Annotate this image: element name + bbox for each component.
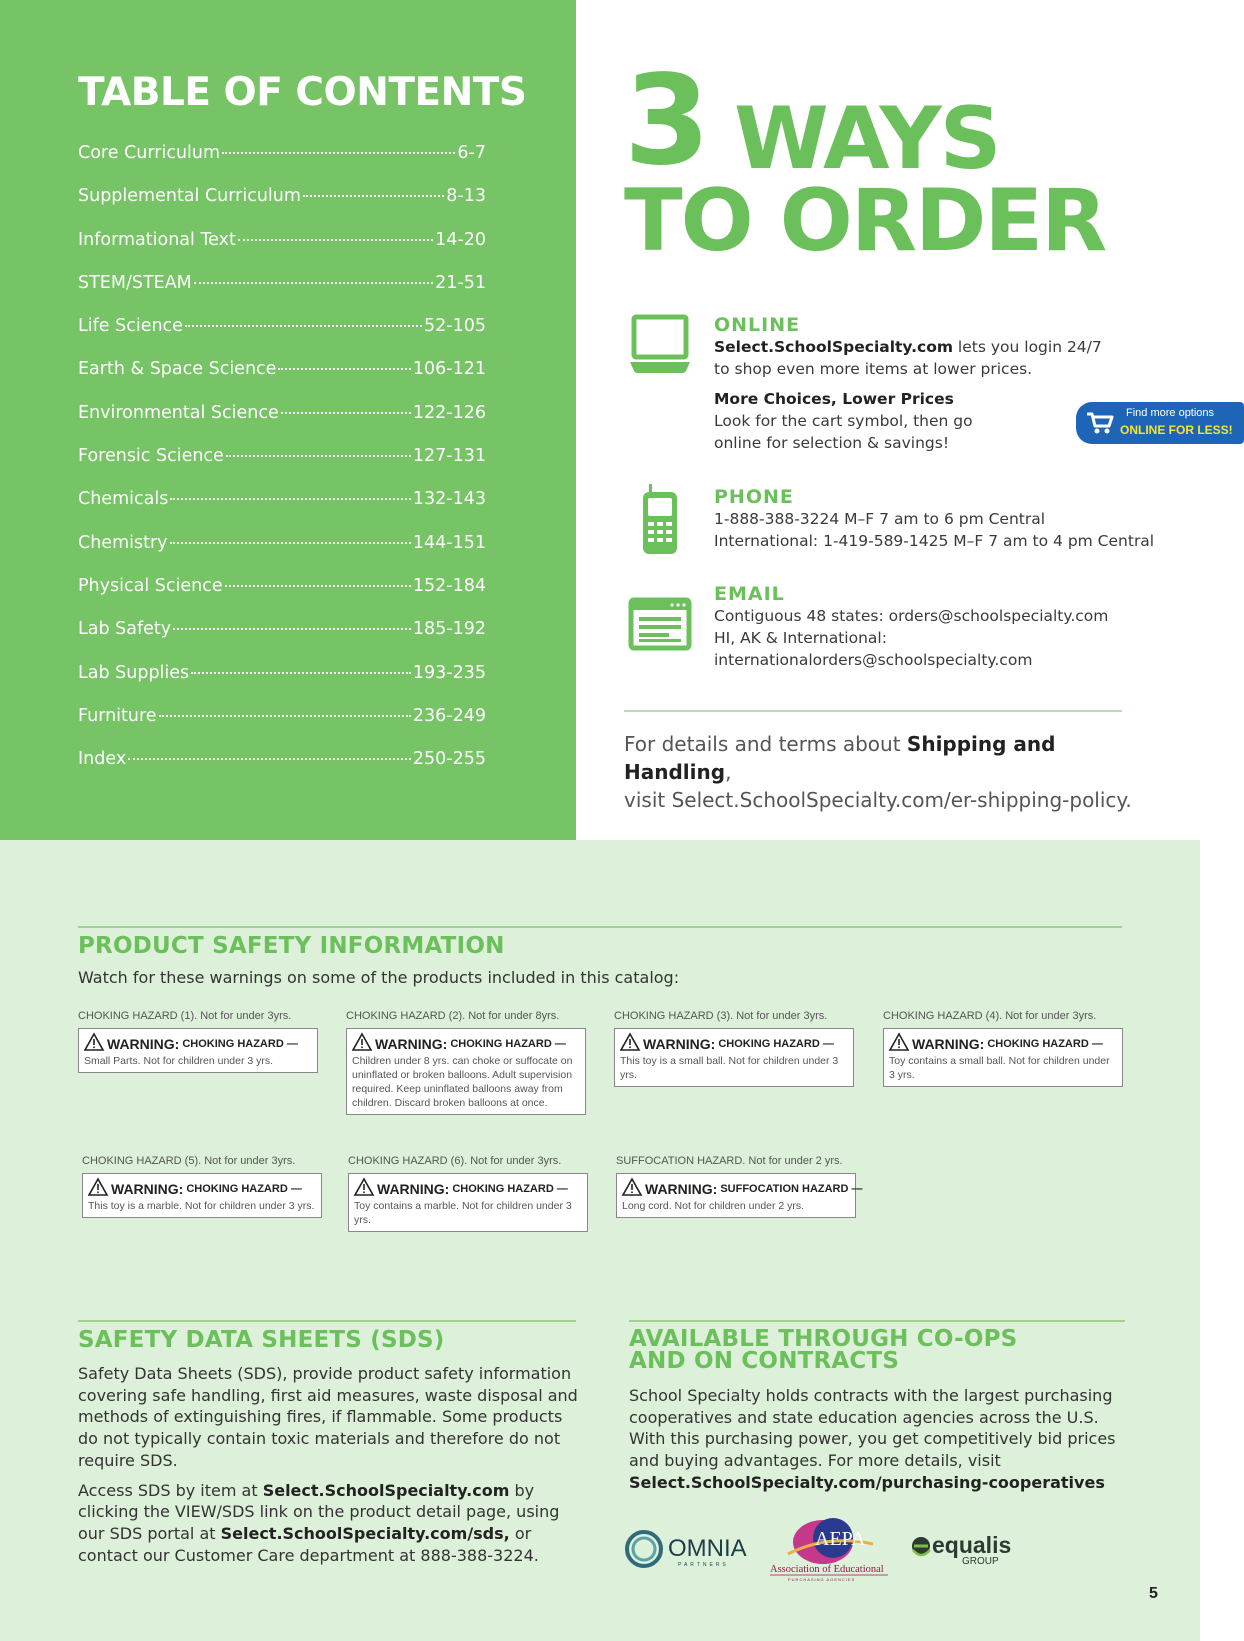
coops-heading bbox=[629, 1328, 1017, 1372]
sds-p2-a: Access SDS by item at bbox=[78, 1480, 263, 1500]
sds-paragraph2 bbox=[78, 1480, 578, 1567]
warning-box bbox=[883, 1028, 1123, 1087]
toc-item[interactable] bbox=[78, 706, 486, 749]
toc-item[interactable] bbox=[78, 143, 486, 186]
toc-item-label: Core Curriculum bbox=[78, 143, 221, 163]
coops-heading-line1: AVAILABLE THROUGH CO-OPS bbox=[629, 1326, 1018, 1352]
warning-box bbox=[614, 1028, 854, 1087]
email-heading: EMAIL bbox=[714, 583, 785, 605]
warning-triangle-icon bbox=[889, 1033, 909, 1054]
toc-item-pages: 14-20 bbox=[435, 229, 486, 250]
warning-box bbox=[616, 1173, 863, 1218]
warning-label bbox=[883, 1010, 1123, 1087]
warning-hazard: CHOKING HAZARD — bbox=[987, 1037, 1103, 1050]
order-online bbox=[624, 314, 1233, 464]
warning-hazard: CHOKING HAZARD — bbox=[186, 1182, 302, 1195]
toc-leader-dots bbox=[226, 455, 411, 457]
warning-text: Children under 8 yrs. can choke or suffocate on uninflated or broken balloons. Adult supervision required. Keep uninflated balloons away from children. Discard broken balloons at once. bbox=[352, 1055, 573, 1109]
toc-item[interactable] bbox=[78, 186, 486, 229]
toc-item[interactable] bbox=[78, 230, 486, 273]
toc-item-label: Informational Text bbox=[78, 229, 236, 250]
email-line3[interactable]: internationalorders@schoolspecialty.com bbox=[714, 651, 1033, 669]
omnia-sub: PARTNERS bbox=[678, 1562, 729, 1568]
toc-item-pages: 193-235 bbox=[412, 662, 486, 683]
warning-line bbox=[88, 1178, 316, 1199]
shipping-pre: For details and terms about bbox=[624, 732, 907, 756]
safety-heading: PRODUCT SAFETY INFORMATION bbox=[78, 933, 505, 959]
toc-item-label: Life Science bbox=[78, 316, 183, 337]
warning-line bbox=[84, 1033, 312, 1054]
cell-phone-icon bbox=[640, 482, 680, 561]
shipping-info bbox=[624, 730, 1164, 814]
warning-label bbox=[346, 1010, 586, 1115]
toc-item-label: STEM/STEAM bbox=[78, 272, 192, 293]
toc-leader-dots bbox=[128, 758, 411, 760]
warning-hazard: CHOKING HAZARD — bbox=[718, 1037, 834, 1050]
toc-item-pages: 185-192 bbox=[412, 619, 486, 640]
badge-line2: ONLINE FOR LESS! bbox=[1120, 423, 1233, 437]
toc-item-pages: 144-151 bbox=[412, 532, 486, 553]
aepa-logo bbox=[768, 1514, 898, 1591]
toc-leader-dots bbox=[225, 585, 411, 587]
warning-box bbox=[348, 1173, 588, 1232]
toc-item-pages: 236-249 bbox=[412, 705, 486, 726]
toc-leader-dots bbox=[170, 542, 411, 544]
toc-item[interactable] bbox=[78, 663, 486, 706]
toc-panel bbox=[0, 0, 576, 840]
warning-word: WARNING: bbox=[912, 1035, 985, 1052]
toc-item-label: Furniture bbox=[78, 705, 157, 726]
toc-item-pages: 21-51 bbox=[435, 272, 486, 293]
coops-link[interactable]: Select.SchoolSpecialty.com/purchasing-cooperatives bbox=[629, 1472, 1105, 1492]
warning-label bbox=[348, 1155, 588, 1232]
online-subheading: More Choices, Lower Prices bbox=[714, 390, 954, 408]
warning-line bbox=[354, 1178, 582, 1199]
aepa-text: AEPA bbox=[815, 1528, 866, 1550]
toc-item[interactable] bbox=[78, 619, 486, 662]
email-line1[interactable]: Contiguous 48 states: orders@schoolspecialty.com bbox=[714, 607, 1109, 625]
warning-caption: CHOKING HAZARD (1). Not for under 3yrs. bbox=[78, 1010, 292, 1022]
toc-leader-dots bbox=[278, 368, 410, 370]
order-heading-word2: TO ORDER bbox=[624, 171, 1106, 271]
sds-heading: SAFETY DATA SHEETS (SDS) bbox=[78, 1327, 445, 1353]
order-heading-word1: WAYS bbox=[734, 89, 1000, 189]
warning-caption: SUFFOCATION HAZARD. Not for under 2 yrs. bbox=[616, 1155, 843, 1167]
coops-heading-line2: AND ON CONTRACTS bbox=[629, 1348, 900, 1374]
toc-leader-dots bbox=[191, 672, 411, 674]
toc-item-pages: 152-184 bbox=[412, 575, 486, 596]
toc-item-label: Lab Supplies bbox=[78, 662, 190, 683]
online-sub-line2: online for selection & savings! bbox=[714, 434, 950, 452]
equalis-text: equalis bbox=[932, 1532, 1012, 1558]
phone-heading: PHONE bbox=[714, 486, 794, 508]
warning-triangle-icon bbox=[352, 1033, 372, 1054]
warning-line bbox=[622, 1178, 863, 1199]
page-number: 5 bbox=[1149, 1585, 1158, 1602]
warning-line bbox=[889, 1033, 1117, 1054]
toc-item-label: Environmental Science bbox=[78, 402, 279, 423]
online-heading: ONLINE bbox=[714, 314, 801, 336]
warning-text: This toy is a marble. Not for children under 3 yrs. bbox=[88, 1200, 315, 1212]
phone-line1: 1-888-388-3224 M–F 7 am to 6 pm Central bbox=[714, 510, 1046, 528]
coops-rule bbox=[629, 1320, 1125, 1322]
toc-leader-dots bbox=[185, 325, 422, 327]
warning-triangle-icon bbox=[622, 1178, 642, 1199]
toc-item-pages: 52-105 bbox=[424, 316, 486, 337]
toc-item[interactable] bbox=[78, 403, 486, 446]
toc-item-label: Lab Safety bbox=[78, 619, 172, 640]
order-phone bbox=[624, 486, 1184, 566]
online-site-link[interactable]: Select.SchoolSpecialty.com bbox=[714, 338, 953, 356]
toc-item-label: Earth & Space Science bbox=[78, 359, 277, 380]
order-heading-number: 3 bbox=[624, 49, 707, 193]
toc-item-pages: 6-7 bbox=[457, 143, 486, 163]
equalis-sub: GROUP bbox=[962, 1556, 999, 1567]
omnia-text: OMNIA bbox=[668, 1535, 747, 1562]
toc-item[interactable] bbox=[78, 359, 486, 402]
toc-item[interactable] bbox=[78, 489, 486, 532]
online-line2: to shop even more items at lower prices. bbox=[714, 360, 1033, 378]
sds-rule bbox=[78, 1320, 576, 1322]
warning-box bbox=[78, 1028, 318, 1073]
safety-intro: Watch for these warnings on some of the products included in this catalog: bbox=[78, 968, 680, 987]
email-line2: HI, AK & International: bbox=[714, 629, 887, 647]
sds-site-link[interactable]: Select.SchoolSpecialty.com bbox=[262, 1480, 510, 1500]
equalis-logo bbox=[910, 1530, 1020, 1575]
online-sub-line1: Look for the cart symbol, then go bbox=[714, 412, 973, 430]
warning-hazard: CHOKING HAZARD — bbox=[182, 1037, 298, 1050]
warning-text: Long cord. Not for children under 2 yrs. bbox=[622, 1200, 805, 1212]
warning-triangle-icon bbox=[88, 1178, 108, 1199]
sds-portal-link[interactable]: Select.SchoolSpecialty.com/sds, bbox=[220, 1523, 510, 1543]
aepa-sub: Association of Educational bbox=[770, 1564, 884, 1575]
toc-item[interactable] bbox=[78, 316, 486, 359]
order-email bbox=[624, 583, 1184, 683]
warning-hazard: CHOKING HAZARD — bbox=[452, 1182, 568, 1195]
omnia-logo bbox=[624, 1528, 754, 1575]
toc-item-label: Chemistry bbox=[78, 532, 168, 553]
toc-item-label: Index bbox=[78, 749, 127, 770]
cart-icon bbox=[1086, 411, 1114, 440]
sds-body bbox=[78, 1363, 578, 1574]
warning-triangle-icon bbox=[84, 1033, 104, 1054]
laptop-icon bbox=[628, 314, 692, 381]
toc-item[interactable] bbox=[78, 576, 486, 619]
warning-text: Small Parts. Not for children under 3 yrs. bbox=[84, 1055, 274, 1067]
toc-leader-dots bbox=[170, 498, 411, 500]
toc-leader-dots bbox=[303, 195, 444, 197]
toc-item[interactable] bbox=[78, 749, 486, 792]
toc-item-pages: 132-143 bbox=[412, 489, 486, 510]
warning-word: WARNING: bbox=[375, 1035, 448, 1052]
sds-p2-c: by clicking the VIEW/SDS link on the product detail page, using our SDS portal at bbox=[78, 1480, 560, 1543]
coops-body bbox=[629, 1385, 1129, 1494]
toc-leader-dots bbox=[159, 715, 411, 717]
aepa-sub2: PURCHASING AGENCIES bbox=[788, 1577, 856, 1582]
toc-list bbox=[78, 143, 486, 792]
toc-leader-dots bbox=[238, 239, 433, 241]
online-for-less-badge[interactable] bbox=[1076, 402, 1244, 444]
warning-line bbox=[352, 1033, 580, 1054]
warning-box bbox=[82, 1173, 322, 1218]
warning-caption: CHOKING HAZARD (6). Not for under 3yrs. bbox=[348, 1155, 562, 1167]
warning-triangle-icon bbox=[620, 1033, 640, 1054]
warning-hazard: SUFFOCATION HAZARD — bbox=[720, 1182, 863, 1195]
toc-item-pages: 8-13 bbox=[446, 186, 486, 207]
toc-item-label: Forensic Science bbox=[78, 446, 224, 467]
warning-hazard: CHOKING HAZARD — bbox=[450, 1037, 566, 1050]
bottom-panel bbox=[0, 840, 1200, 1641]
shipping-link[interactable]: visit Select.SchoolSpecialty.com/er-shipping-policy. bbox=[624, 788, 1132, 812]
warning-text: Toy contains a small ball. Not for children under 3 yrs. bbox=[889, 1055, 1110, 1081]
toc-leader-dots bbox=[222, 152, 455, 154]
warning-line bbox=[620, 1033, 848, 1054]
toc-leader-dots bbox=[281, 412, 411, 414]
warning-word: WARNING: bbox=[645, 1180, 718, 1197]
toc-item-pages: 122-126 bbox=[412, 402, 486, 423]
warning-label bbox=[616, 1155, 863, 1218]
warning-caption: CHOKING HAZARD (2). Not for under 8yrs. bbox=[346, 1010, 560, 1022]
toc-item-pages: 106-121 bbox=[412, 359, 486, 380]
sds-paragraph1: Safety Data Sheets (SDS), provide product safety information covering safe handling, first aid measures, waste disposal and methods of extinguishing fires, if flammable. Some products do not typically contain toxic materials and therefore do not require SDS. bbox=[78, 1364, 578, 1470]
toc-item[interactable] bbox=[78, 446, 486, 489]
warning-triangle-icon bbox=[354, 1178, 374, 1199]
phone-line2: International: 1-419-589-1425 M–F 7 am to 4 pm Central bbox=[714, 532, 1155, 550]
toc-item-label: Supplemental Curriculum bbox=[78, 186, 301, 207]
warning-label bbox=[614, 1010, 854, 1087]
toc-item-label: Physical Science bbox=[78, 575, 223, 596]
browser-window-icon bbox=[628, 597, 692, 656]
badge-line1: Find more options bbox=[1126, 407, 1215, 419]
sds-p2-e: or contact our Customer Care department at 888-388-3224. bbox=[78, 1523, 539, 1565]
warning-text: This toy is a small ball. Not for children under 3 yrs. bbox=[620, 1055, 839, 1081]
online-line1: lets you login 24/7 bbox=[953, 338, 1102, 356]
toc-leader-dots bbox=[194, 282, 433, 284]
warning-word: WARNING: bbox=[377, 1180, 450, 1197]
order-divider bbox=[624, 710, 1122, 712]
toc-leader-dots bbox=[173, 628, 411, 630]
toc-item-label: Chemicals bbox=[78, 489, 169, 510]
toc-title: TABLE OF CONTENTS bbox=[78, 70, 527, 115]
toc-item[interactable] bbox=[78, 533, 486, 576]
toc-item[interactable] bbox=[78, 273, 486, 316]
warning-caption: CHOKING HAZARD (5). Not for under 3yrs. bbox=[82, 1155, 296, 1167]
warning-caption: CHOKING HAZARD (3). Not for under 3yrs. bbox=[614, 1010, 828, 1022]
warning-label bbox=[78, 1010, 318, 1073]
warning-label bbox=[82, 1155, 322, 1218]
warning-text: Toy contains a marble. Not for children under 3 yrs. bbox=[354, 1200, 572, 1226]
safety-rule bbox=[78, 926, 1122, 928]
toc-item-pages: 127-131 bbox=[412, 446, 486, 467]
warning-caption: CHOKING HAZARD (4). Not for under 3yrs. bbox=[883, 1010, 1097, 1022]
warning-word: WARNING: bbox=[107, 1035, 180, 1052]
shipping-post: , bbox=[725, 760, 732, 784]
warning-box bbox=[346, 1028, 586, 1115]
order-heading bbox=[624, 49, 1106, 271]
warning-word: WARNING: bbox=[111, 1180, 184, 1197]
toc-item-pages: 250-255 bbox=[412, 749, 486, 770]
coops-text: School Specialty holds contracts with the largest purchasing cooperatives and state education agencies across the U.S. With this purchasing power, you get competitively bid prices and buying advantages. For more details, visit bbox=[629, 1386, 1116, 1471]
warning-word: WARNING: bbox=[643, 1035, 716, 1052]
shipping-bold: Shipping and Handling bbox=[624, 732, 1056, 784]
